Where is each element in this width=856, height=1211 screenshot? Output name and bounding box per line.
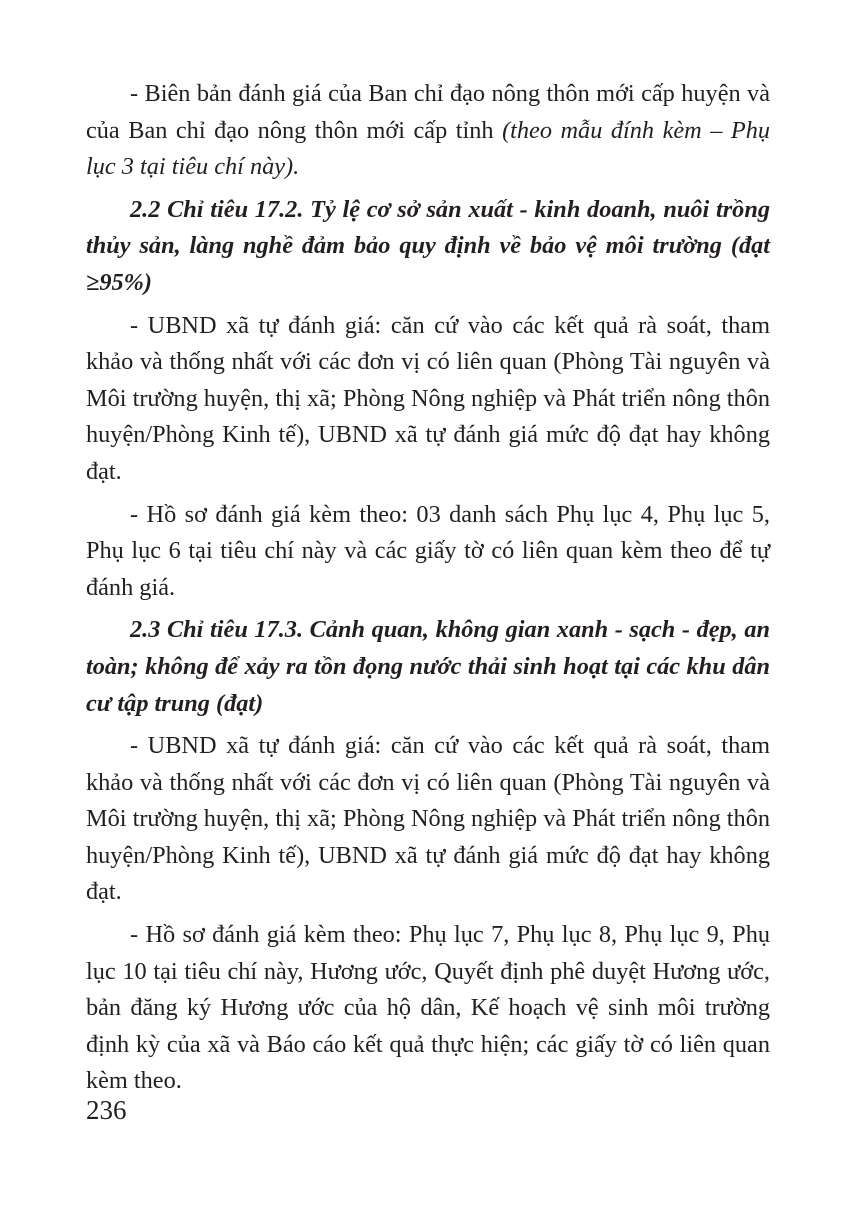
document-page <box>86 76 770 1100</box>
page-number: 236 <box>86 1095 127 1125</box>
section-heading-17-3: 2.3 Chỉ tiêu 17.3. Cảnh quan, không gian xanh - sạch - đẹp, an toàn; không để xảy ra tồn đọng nước thải sinh hoạt tại các khu dân cư tập trung (đạt) <box>86 616 770 717</box>
paragraph-ubnd-tu-danh-gia-17-3: - UBND xã tự đánh giá: căn cứ vào các kết quả rà soát, tham khảo và thống nhất với các đơn vị có liên quan (Phòng Tài nguyên và Môi trường huyện, thị xã; Phòng Nông nghiệp và Phát triển nông thôn huyện/Phòng Kinh tế), UBND xã tự đánh giá mức độ đạt hay không đạt. <box>86 732 771 906</box>
paragraph-ho-so-17-3: - Hồ sơ đánh giá kèm theo: Phụ lục 7, Phụ lục 8, Phụ lục 9, Phụ lục 10 tại tiêu chí này, Hương ước, Quyết định phê duyệt Hương ước, bản đăng ký Hương ước của hộ dân, Kế hoạch vệ sinh môi trường định kỳ của xã và Báo cáo kết quả thực hiện; các giấy tờ có liên quan kèm theo. <box>86 921 770 1095</box>
paragraph-ho-so-17-2: - Hồ sơ đánh giá kèm theo: 03 danh sách Phụ lục 4, Phụ lục 5, Phụ lục 6 tại tiêu chí này và các giấy tờ có liên quan kèm theo để tự đánh giá. <box>86 500 770 601</box>
paragraph-text: - Biên bản đánh giá của Ban chỉ đạo nông thôn mới cấp huyện và của Ban chỉ đạo nông thôn mới cấp tỉnh <box>86 80 770 144</box>
paragraph-ubnd-tu-danh-gia-17-2: - UBND xã tự đánh giá: căn cứ vào các kết quả rà soát, tham khảo và thống nhất với các đơn vị có liên quan (Phòng Tài nguyên và Môi trường huyện, thị xã; Phòng Nông nghiệp và Phát triển nông thôn huyện/Phòng Kinh tế), UBND xã tự đánh giá mức độ đạt hay không đạt. <box>86 311 771 485</box>
paragraph-bien-ban <box>86 76 770 186</box>
section-heading-17-2: 2.2 Chỉ tiêu 17.2. Tỷ lệ cơ sở sản xuất - kinh doanh, nuôi trồng thủy sản, làng nghề đảm bảo quy định về bảo vệ môi trường (đạt ≥95%) <box>86 195 770 296</box>
paragraph-italic-note: (theo mẫu đính kèm – Phụ lục 3 tại tiêu chí này). <box>86 116 771 181</box>
